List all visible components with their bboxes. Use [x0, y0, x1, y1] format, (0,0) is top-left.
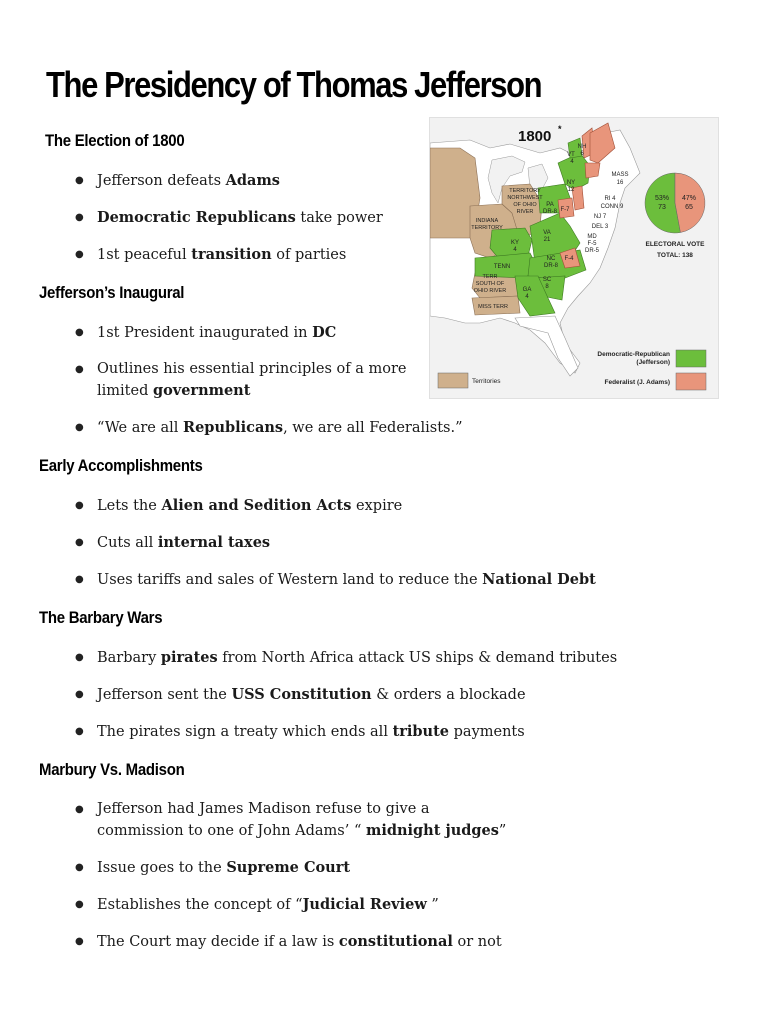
- label-pa: PA: [546, 202, 554, 208]
- pie-rep-percent: 53%: [654, 195, 670, 202]
- legend-republican-swatch: [676, 350, 706, 367]
- pie-fed-votes: 65: [685, 204, 693, 211]
- list-item: [75, 417, 465, 439]
- list-item: [75, 647, 735, 669]
- bold-term: government: [152, 382, 251, 399]
- label-nc: NC: [546, 256, 556, 262]
- label-mass: MASS: [611, 172, 629, 178]
- label-nh: NH: [577, 144, 587, 150]
- list-item: [75, 207, 415, 229]
- text-run: The pirates sign a treaty which ends all: [97, 724, 393, 740]
- label-ny: NY: [566, 180, 576, 186]
- text-run: payments: [449, 724, 525, 740]
- bold-term: USS Constitution: [231, 686, 372, 703]
- list-item: [75, 684, 735, 706]
- list-item: [75, 857, 735, 879]
- label-sc: SC: [542, 277, 552, 283]
- pie-total: TOTAL: 138: [657, 252, 693, 259]
- label-md-n: F-5: [587, 241, 597, 247]
- text-run: ”: [498, 823, 507, 839]
- label-ri: RI 4: [604, 196, 616, 202]
- label-vt-n: 4: [570, 159, 574, 165]
- map-year-mark: *: [558, 124, 562, 134]
- label-ind-1: INDIANA: [475, 218, 499, 224]
- label-ind-2: TERRITORY: [471, 225, 503, 231]
- text-run: Cuts all: [97, 535, 158, 551]
- label-va-n: 21: [543, 237, 551, 243]
- legend-republican-label: Democratic-Republican: [597, 351, 670, 358]
- bold-term: pirates: [160, 649, 218, 666]
- text-run: Lets the: [97, 498, 162, 514]
- label-s-2: SOUTH OF: [475, 281, 505, 287]
- list-item: [75, 799, 735, 842]
- text-run: ”: [426, 897, 439, 913]
- legend-territory-swatch: [438, 373, 468, 388]
- bold-term: tribute: [392, 723, 450, 740]
- bold-term: internal taxes: [157, 534, 271, 551]
- text-run: Issue goes to the: [97, 860, 227, 876]
- label-ny-n: 12: [567, 187, 575, 193]
- bullet-list-barbary: [75, 647, 735, 743]
- bold-term: transition: [191, 246, 272, 263]
- label-sc-n: 8: [545, 284, 549, 290]
- text-run: Jefferson had James Madison refuse to give a: [97, 801, 430, 817]
- label-nw-4: RIVER: [516, 209, 534, 215]
- legend-federalist-swatch: [676, 373, 706, 390]
- list-item: [75, 495, 735, 517]
- text-run: or not: [452, 934, 502, 950]
- list-item: [75, 721, 735, 743]
- text-run: take power: [295, 210, 383, 226]
- label-tenn: TENN: [493, 264, 511, 270]
- map-year: 1800: [518, 128, 552, 145]
- label-md: MD: [587, 234, 597, 240]
- list-item: [75, 931, 735, 953]
- bullet-list-accomplishments: [75, 495, 735, 591]
- page-title: The Presidency of Thomas Jefferson: [46, 64, 542, 105]
- heading-early-accomplishments: Early Accomplishments: [39, 456, 203, 475]
- list-item: [75, 569, 735, 591]
- text-run: Uses tariffs and sales of Western land to reduce the: [97, 572, 483, 588]
- bullet-list-marbury: [75, 799, 735, 953]
- heading-jeffersons-inaugural: Jefferson’s Inaugural: [39, 283, 185, 302]
- pie-fed-percent: 47%: [681, 195, 697, 202]
- text-run: “We are all: [97, 420, 184, 436]
- text-run: 1st peaceful: [97, 247, 192, 263]
- label-s-3: OHIO RIVER: [473, 288, 507, 294]
- list-item: [75, 532, 735, 554]
- text-run: limited: [97, 383, 153, 399]
- bold-term: Alien and Sedition Acts: [161, 497, 352, 514]
- text-run: Jefferson defeats: [97, 173, 226, 189]
- label-nj: NJ 7: [593, 214, 607, 220]
- bold-term: National Debt: [482, 571, 596, 588]
- bold-term: Adams: [225, 172, 280, 189]
- label-f4: F-4: [564, 256, 574, 262]
- label-nw-2: NORTHWEST: [507, 195, 543, 201]
- list-item: [75, 894, 735, 916]
- label-ky: KY: [510, 240, 520, 246]
- label-mass-n: 16: [616, 180, 624, 186]
- label-miss: MISS TERR: [478, 304, 508, 310]
- label-md-n2: DR-5: [584, 248, 600, 254]
- list-item: [75, 322, 465, 344]
- label-vt: VT: [567, 152, 575, 158]
- label-nw-1: TERRITORY: [509, 188, 541, 194]
- label-f7: F-7: [560, 207, 570, 213]
- legend-republican-label2: (Jefferson): [636, 359, 670, 366]
- text-run: & orders a blockade: [371, 687, 526, 703]
- heading-marbury-vs-madison: Marbury Vs. Madison: [39, 760, 185, 779]
- bold-term: DC: [312, 324, 337, 341]
- text-run: from North Africa attack US ships & demand tributes: [217, 650, 618, 666]
- legend-territory-label: Territories: [472, 378, 501, 385]
- bold-term: midnight judges: [365, 822, 499, 839]
- state-ct-ri: [585, 163, 600, 178]
- label-ga-n: 4: [525, 294, 529, 300]
- list-item: [75, 244, 415, 266]
- bullet-list-election: [75, 170, 415, 266]
- label-s-1: TERR: [482, 274, 498, 280]
- pie-label: ELECTORAL VOTE: [645, 241, 705, 248]
- label-nw-3: OF OHIO: [513, 202, 537, 208]
- text-run: of parties: [271, 247, 347, 263]
- heading-barbary-wars: The Barbary Wars: [39, 608, 163, 627]
- text-run: Jefferson sent the: [97, 687, 232, 703]
- label-conn: CONN 9: [600, 204, 624, 210]
- pie-rep-votes: 73: [658, 204, 666, 211]
- label-ky-n: 4: [513, 247, 517, 253]
- bullet-list-inaugural: [75, 322, 465, 439]
- heading-election-1800: The Election of 1800: [45, 131, 185, 150]
- label-pa-n: DR-8: [542, 209, 558, 215]
- text-run: , we are all Federalists.”: [283, 420, 463, 436]
- text-run: expire: [351, 498, 403, 514]
- text-run: The Court may decide if a law is: [97, 934, 339, 950]
- list-item: [75, 170, 415, 192]
- label-nh-n: 6: [580, 151, 584, 157]
- legend-federalist-label: Federalist (J. Adams): [604, 379, 670, 386]
- bold-term: Republicans: [183, 419, 284, 436]
- bold-term: Democratic Republicans: [97, 209, 296, 226]
- label-nc-n: DR-8: [543, 263, 559, 269]
- electoral-vote-pie: [645, 173, 705, 259]
- label-ga: GA: [522, 287, 532, 293]
- text-run: 1st President inaugurated in: [97, 325, 313, 341]
- list-item: [75, 359, 465, 402]
- bold-term: constitutional: [338, 933, 453, 950]
- label-del: DEL 3: [591, 224, 609, 230]
- text-run: Barbary: [97, 650, 161, 666]
- bold-term: Judicial Review: [302, 896, 427, 913]
- text-run: Outlines his essential principles of a more: [97, 361, 407, 377]
- bold-term: Supreme Court: [226, 859, 351, 876]
- text-run: commission to one of John Adams’ “: [97, 823, 366, 839]
- text-run: Establishes the concept of “: [97, 897, 303, 913]
- label-va: VA: [543, 230, 551, 236]
- election-1800-map: [429, 117, 719, 399]
